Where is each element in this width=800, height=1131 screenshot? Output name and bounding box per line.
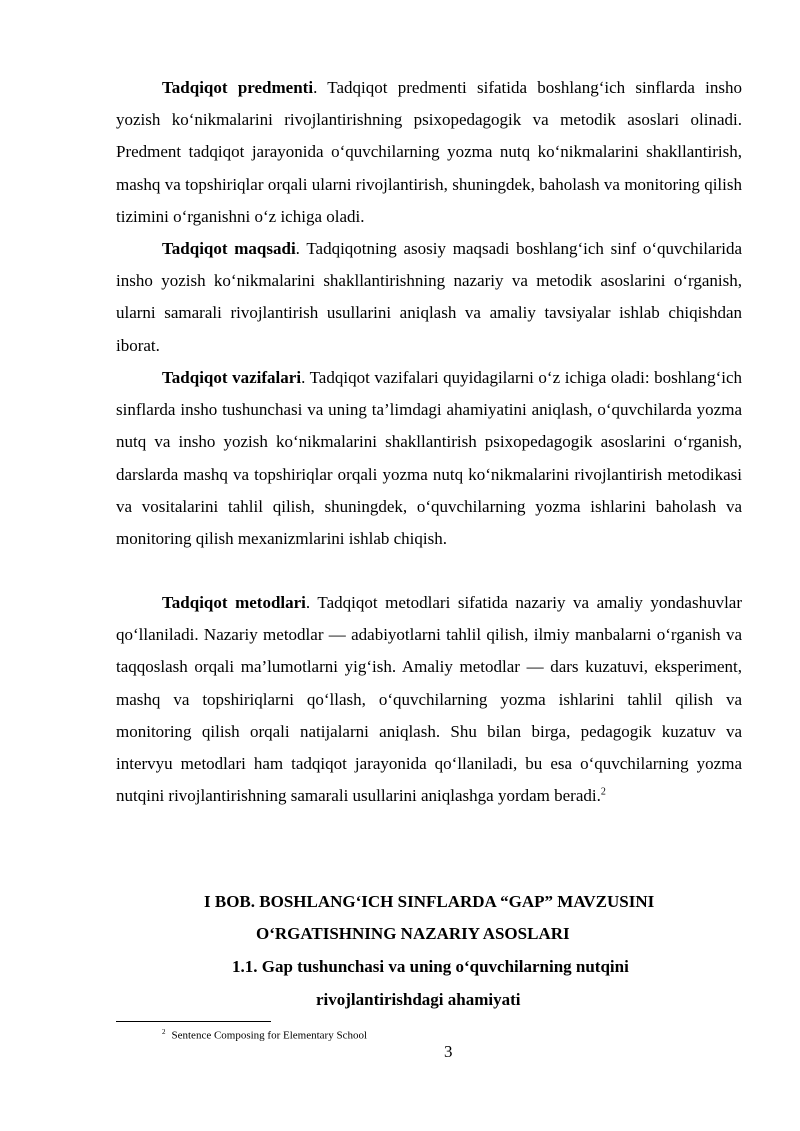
footnote-reference[interactable]: 2: [600, 786, 606, 798]
paragraph-subject: [116, 72, 742, 233]
paragraph-lead: Tadqiqot maqsadi: [162, 239, 296, 258]
page-number: 3: [444, 1042, 453, 1061]
paragraph-text: . Tadqiqot vazifalari quyidagilarni o‘z ichiga oladi: boshlang‘ich sinflarda insho tushunchasi va uning ta’limdagi ahamiyatini aniqlash, o‘quvchilarda yozma nutq va insho yozish ko‘nikmalarini shakllantirish psixopedagogik asoslarini o‘rganish, darslarda mashq va topshiriqlar orqali yozma nutq ko‘nikmalarini rivojlantirish metodikasi va vositalarini tahlil qilish, shuningdek, o‘quvchilarning yozma ishlarini baholash va monitoring qilish mexanizmlarini ishlab chiqish.: [116, 368, 742, 549]
chapter-title-line-2: O‘RGATISHNING NAZARIY ASOSLARI: [256, 924, 570, 943]
paragraph-text: . Tadqiqot metodlari sifatida nazariy va amaliy yondashuvlar qo‘llaniladi. Nazariy metodlar — adabiyotlarni tahlil qilish, ilmiy manbalarni o‘rganish va taqqoslash orqali ma’lumotlarni yig‘ish. Amaliy metodlar — dars kuzatuvi, eksperiment, mashq va topshiriqlarni qo‘llash, o‘quvchilarning yozma ishlarini tahlil qilish va monitoring qilish orqali natijalarni aniqlash. Shu bilan birga, pedagogik kuzatuv va intervyu metodlari ham tadqiqot jarayonida qo‘llaniladi, bu esa o‘quvchilarning yozma nutqini rivojlantirishning samarali usullarini aniqlashga yordam beradi.: [116, 593, 743, 806]
footnote-divider: [116, 1021, 271, 1022]
paragraph-goal: [116, 233, 742, 362]
paragraph-methods: [116, 587, 742, 812]
section-title-line-2: rivojlantirishdagi ahamiyati: [316, 990, 521, 1009]
paragraph-text: . Tadqiqotning asosiy maqsadi boshlang‘ich sinf o‘quvchilarida insho yozish ko‘nikmalarini shakllantirishning nazariy va metodik asoslarini o‘rganish, ularni samarali rivojlantirish usullarini aniqlash va amaliy tavsiyalar ishlab chiqishdan iborat.: [116, 239, 743, 355]
section-title-line-1: 1.1. Gap tushunchasi va uning o‘quvchilarning nutqini: [232, 957, 629, 976]
paragraph-text: . Tadqiqot predmenti sifatida boshlang‘ich sinflarda insho yozish ko‘nikmalarini rivojlantirishning psixopedagogik va metodik asoslari olinadi. Predment tadqiqot jarayonida o‘quvchilarning yozma nutq ko‘nikmalarini shakllantirish, mashq va topshiriqlar orqali ularni rivojlantirish, shuningdek, baholash va monitoring qilish tizimini o‘rganishni o‘z ichiga oladi.: [116, 78, 743, 226]
chapter-title-line-1: I BOB. BOSHLANG‘ICH SINFLARDA “GAP” MAVZUSINI: [204, 892, 655, 911]
footnote-text: Sentence Composing for Elementary School: [171, 1029, 368, 1042]
paragraph-lead: Tadqiqot vazifalari: [162, 368, 302, 387]
footnote-marker: 2: [162, 1028, 166, 1036]
paragraph-lead: Tadqiqot metodlari: [162, 593, 306, 612]
paragraph-lead: Tadqiqot predmenti: [162, 78, 314, 97]
footnote: [162, 1025, 367, 1043]
paragraph-tasks: [116, 362, 742, 555]
